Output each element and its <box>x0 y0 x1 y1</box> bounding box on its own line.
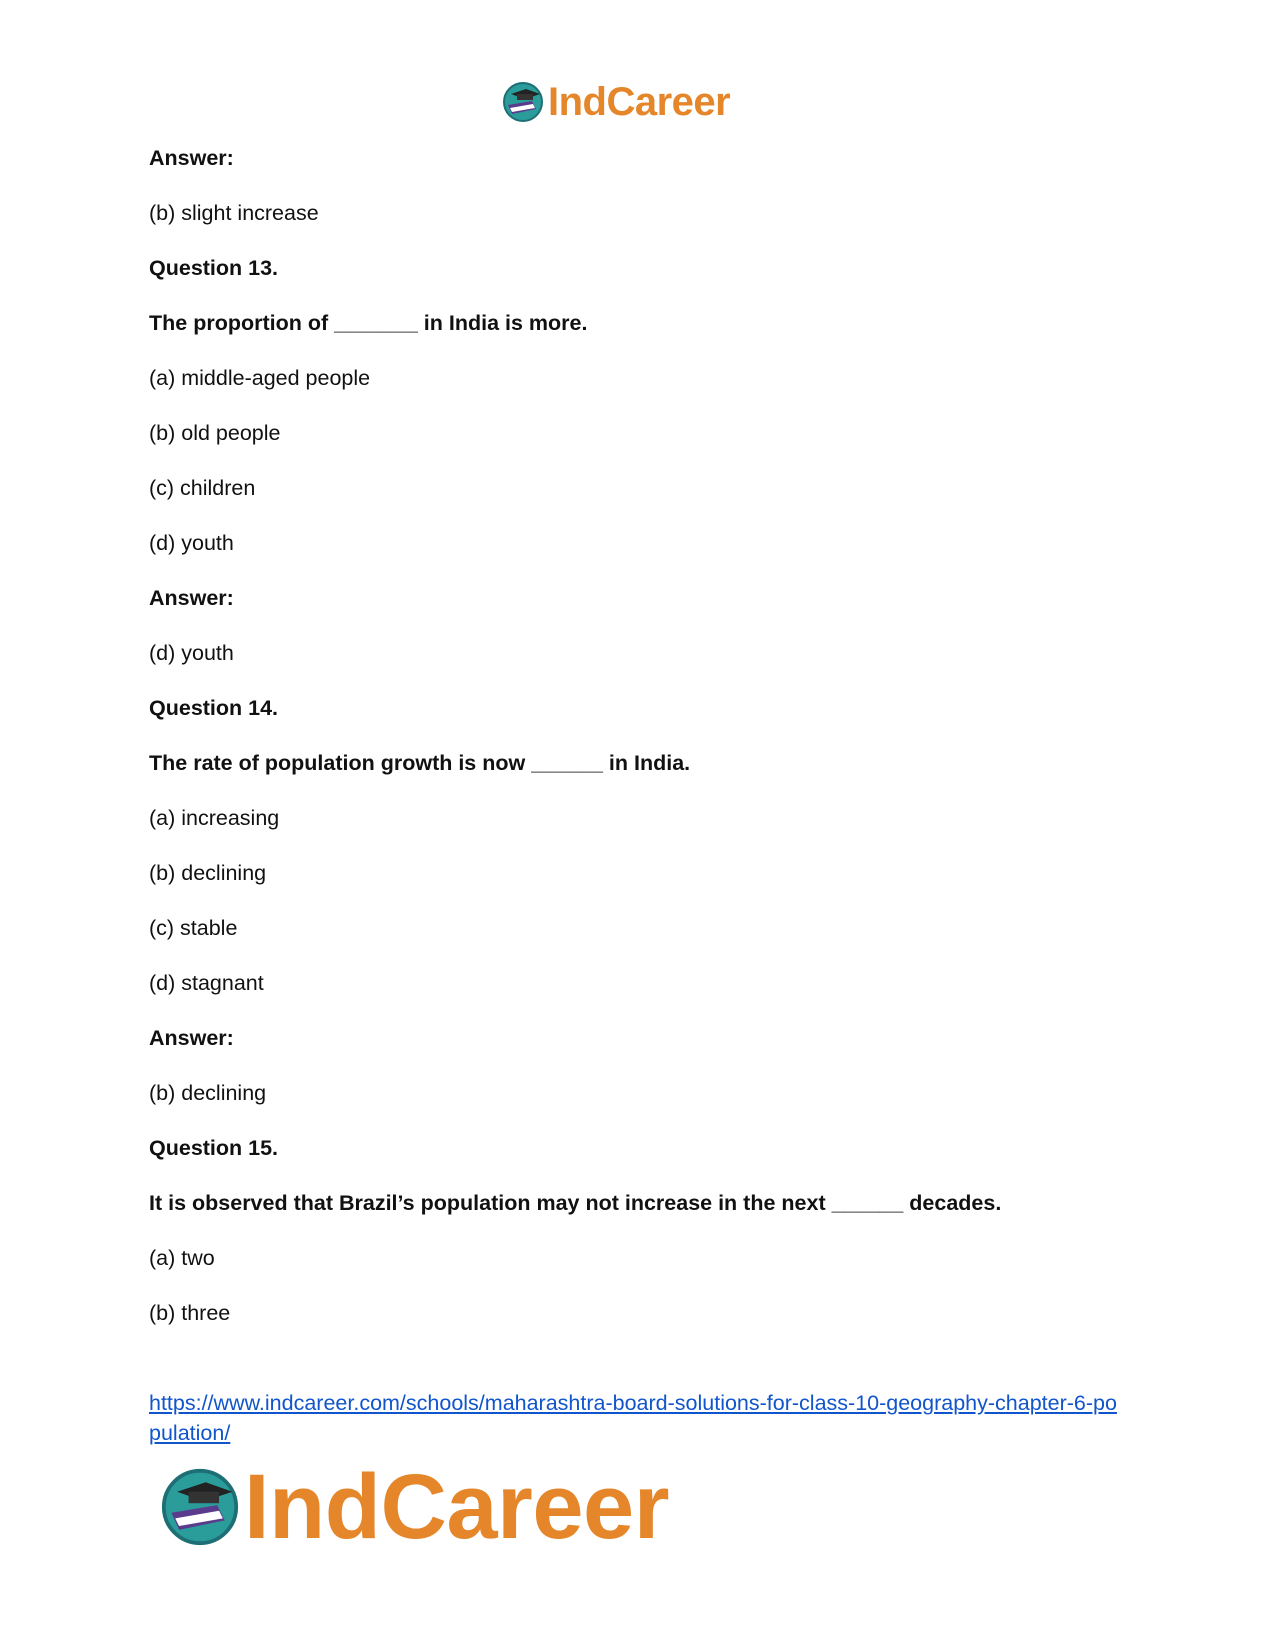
text-line: (b) slight increase <box>149 201 319 225</box>
footer-logo-text: IndCareer <box>244 1456 669 1558</box>
text-line: (d) stagnant <box>149 971 264 995</box>
text-line: (b) declining <box>149 861 267 885</box>
text-line: (d) youth <box>149 531 234 555</box>
text-line: (b) declining <box>149 1081 267 1105</box>
bold-text-line: Answer: <box>149 586 234 610</box>
bold-text-line: Question 13. <box>149 256 279 280</box>
text-line: (a) increasing <box>149 806 280 830</box>
bold-text-line: The rate of population growth is now ______ in India. <box>149 751 691 775</box>
bold-text-line: Question 14. <box>149 696 279 720</box>
text-line: (c) children <box>149 476 256 500</box>
text-line: (b) three <box>149 1301 231 1325</box>
text-line: (d) youth <box>149 641 234 665</box>
bold-text-line: Question 15. <box>149 1136 279 1160</box>
text-line: (a) two <box>149 1246 215 1270</box>
text-line: (b) old people <box>149 421 281 445</box>
header-logo <box>502 78 730 126</box>
text-line: (c) stable <box>149 916 238 940</box>
graduation-cap-book-globe-icon <box>502 81 544 123</box>
source-link[interactable]: https://www.indcareer.com/schools/maharashtra-board-solutions-for-class-10-geography-chapter-6-population/ <box>149 1391 1117 1445</box>
bold-text-line: It is observed that Brazil’s population may not increase in the next ______ decades. <box>149 1191 1002 1215</box>
bold-text-line: The proportion of _______ in India is more. <box>149 311 588 335</box>
graduation-cap-book-globe-icon <box>160 1467 240 1547</box>
footer-logo <box>160 1456 669 1558</box>
bold-text-line: Answer: <box>149 146 234 170</box>
header-logo-text: IndCareer <box>548 80 731 124</box>
bold-text-line: Answer: <box>149 1026 234 1050</box>
text-line: (a) middle-aged people <box>149 366 371 390</box>
